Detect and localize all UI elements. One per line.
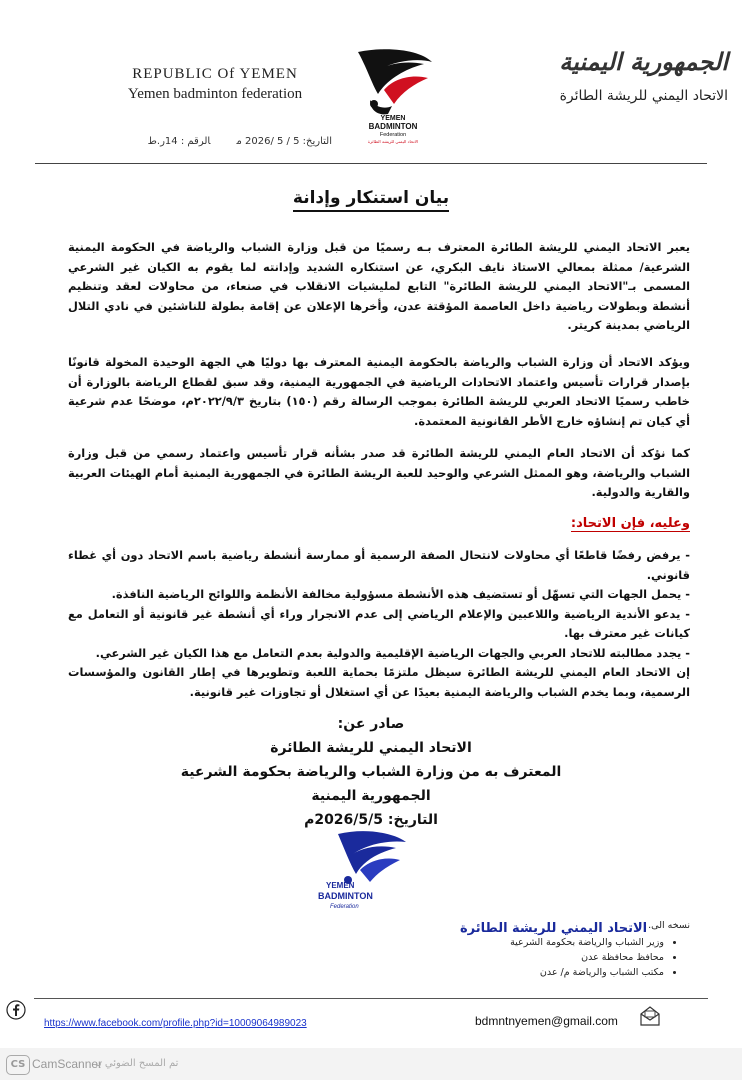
signature-line-2: المعترف به من وزارة الشباب والرياضة بحكومة الشرعية	[180, 764, 562, 780]
footer-divider	[34, 998, 708, 999]
en-republic: REPUBLIC Of YEMEN	[132, 66, 298, 82]
stamp-federation: Federation	[330, 904, 359, 910]
list-item: - يحمل الجهات التي تسهّل أو تستضيف هذه الأنشطة مسؤولية مخالفة الأنظمة واللوائح الرياضية النافذة.	[111, 587, 690, 601]
resolution-list	[68, 546, 690, 702]
camscanner-logo: CS	[6, 1055, 30, 1075]
stamp-arabic: الاتحاد اليمني للريشة الطائرة	[460, 921, 648, 936]
letter-date: التاريخ: 5 / 5 /2026 م	[236, 136, 332, 147]
header-divider	[35, 163, 707, 164]
camscanner-name: CamScanner	[32, 1057, 103, 1071]
stamp-yemen: YEMEN	[326, 881, 355, 890]
signature-date: التاريخ: 2026/5/5م	[304, 812, 438, 828]
logo-badminton: BADMINTON	[368, 122, 418, 131]
list-item: • وزير الشباب والرياضة بحكومة الشرعية	[510, 935, 664, 950]
copies-label: نسخه الى.	[648, 920, 690, 931]
list-item: - يدعو الأندية الرياضية واللاعبين والإعلام الرياضي إلى عدم الانجرار وراء أي أنشطة غير قانونية أو التعامل مع كيانات غير معترف بها.	[68, 606, 690, 640]
en-federation: Yemen badminton federation	[127, 86, 303, 102]
facebook-link[interactable]: https://www.facebook.com/profile.php?id=10009064989023	[44, 1018, 307, 1029]
copies-block	[510, 918, 690, 980]
list-item: • مكتب الشباب والرياضة م/ عدن	[510, 965, 664, 980]
signature-line-1: الاتحاد اليمني للريشة الطائرة	[270, 740, 472, 756]
list-item: • محافظ محافظة عدن	[510, 950, 664, 965]
email-address[interactable]: bdmntnyemen@gmail.com	[475, 1014, 618, 1028]
list-item: - يجدد مطالبته للاتحاد العربي والجهات الرياضية الإقليمية والدولية بعدم التعامل مع هذا الكيان غير الشرعي.	[95, 645, 690, 660]
paragraph-3: كما نؤكد أن الاتحاد العام اليمني للريشة الطائرة قد صدر بشأنه قرار تأسيس واعتماد رسمي من قبل وزارة الشباب والرياضة، وهو الممثل الشرعي والوحيد للعبة الريشة الطائرة في الجمهورية اليمنية أمام الهيئات العربية والقارية والدولية.	[68, 446, 690, 499]
federation-logo	[348, 44, 438, 148]
paragraph-2: ويؤكد الاتحاد أن وزارة الشباب والرياضة بالحكومة اليمنية المعترف بها دوليًا هي الجهة الوحيدة المخولة قانونًا بإصدار قرارات تأسيس واعتماد الاتحادات الرياضية في الجمهورية اليمنية، وقد سبق لقطاع الرياضة بالوزارة أن خاطب رسميًا الاتحاد العربي للريشة الطائرة بموجب الرسالة رقم (١٥٠) بتاريخ ٢٠٢٢/٩/٣م، موضحًا عدم شرعية أي كيان تم إنشاؤه خارج الأطر القانونية المعتمدة.	[68, 355, 690, 428]
list-item: - يرفض رفضًا قاطعًا أي محاولات لانتحال الصفة الرسمية أو ممارسة أنشطة رياضية باسم الاتحاد دون أي غطاء قانوني.	[68, 548, 690, 582]
logo-federation: Federation	[379, 132, 407, 138]
stamp-badminton: BADMINTON	[318, 891, 373, 901]
list-item: إن الاتحاد العام اليمني للريشة الطائرة سيظل ملتزمًا بحماية اللعبة وتطويرها في إطار القانون والمؤسسات الرسمية، وبما يخدم الشباب والرياضة اليمنية بعيدًا عن أي استغلال أو تجاوزات غير قانونية.	[68, 665, 690, 699]
logo-yemen: YEMEN	[380, 115, 406, 122]
camscanner-caption: تم المسح الضوئي بـ	[96, 1058, 179, 1069]
signature-line-3: الجمهورية اليمنية	[311, 788, 431, 804]
english-letterhead	[95, 64, 335, 104]
paragraph-1: يعبر الاتحاد اليمني للريشة الطائرة المعترف بـه رسميًا من قبل وزارة الشباب والرياضة في الحكومة اليمنية الشرعية/ ممثلة بمعالي الاستاذ نايف البكري، عن استنكاره الشديد وإدانته لما يقوم به الكيان غير الشرعي المسمى بـ"الاتحاد اليمني للريشة الطائرة" التابع لمليشيات الانقلاب في صنعاء، من محاولات لعقد وتنظيم أنشطة وبطولات رياضية داخل العاصمة المؤقتة عدن، وأخرها الإعلان عن إقامة بطولة للناشئين في نادي التلال الرياضي بمدينة كريتر.	[68, 240, 690, 332]
arabic-letterhead	[528, 46, 728, 104]
letter-ref: الرقم : 14ر.ط	[147, 136, 211, 147]
mail-icon	[638, 1004, 662, 1028]
ar-republic: الجمهورية اليمنية	[559, 47, 728, 76]
reference-line	[122, 136, 332, 147]
issued-by: صادر عن:	[337, 716, 405, 732]
signature-block	[0, 712, 742, 832]
statement-title: بيان استنكار وإدانة	[0, 188, 742, 208]
ar-federation: الاتحاد اليمني للريشة الطائرة	[559, 88, 728, 104]
logo-arabic: الاتحاد اليمني للريشة الطائرة	[367, 139, 419, 144]
facebook-icon	[6, 1000, 26, 1020]
resolution-heading: وعليه، فإن الاتحاد:	[570, 516, 690, 531]
